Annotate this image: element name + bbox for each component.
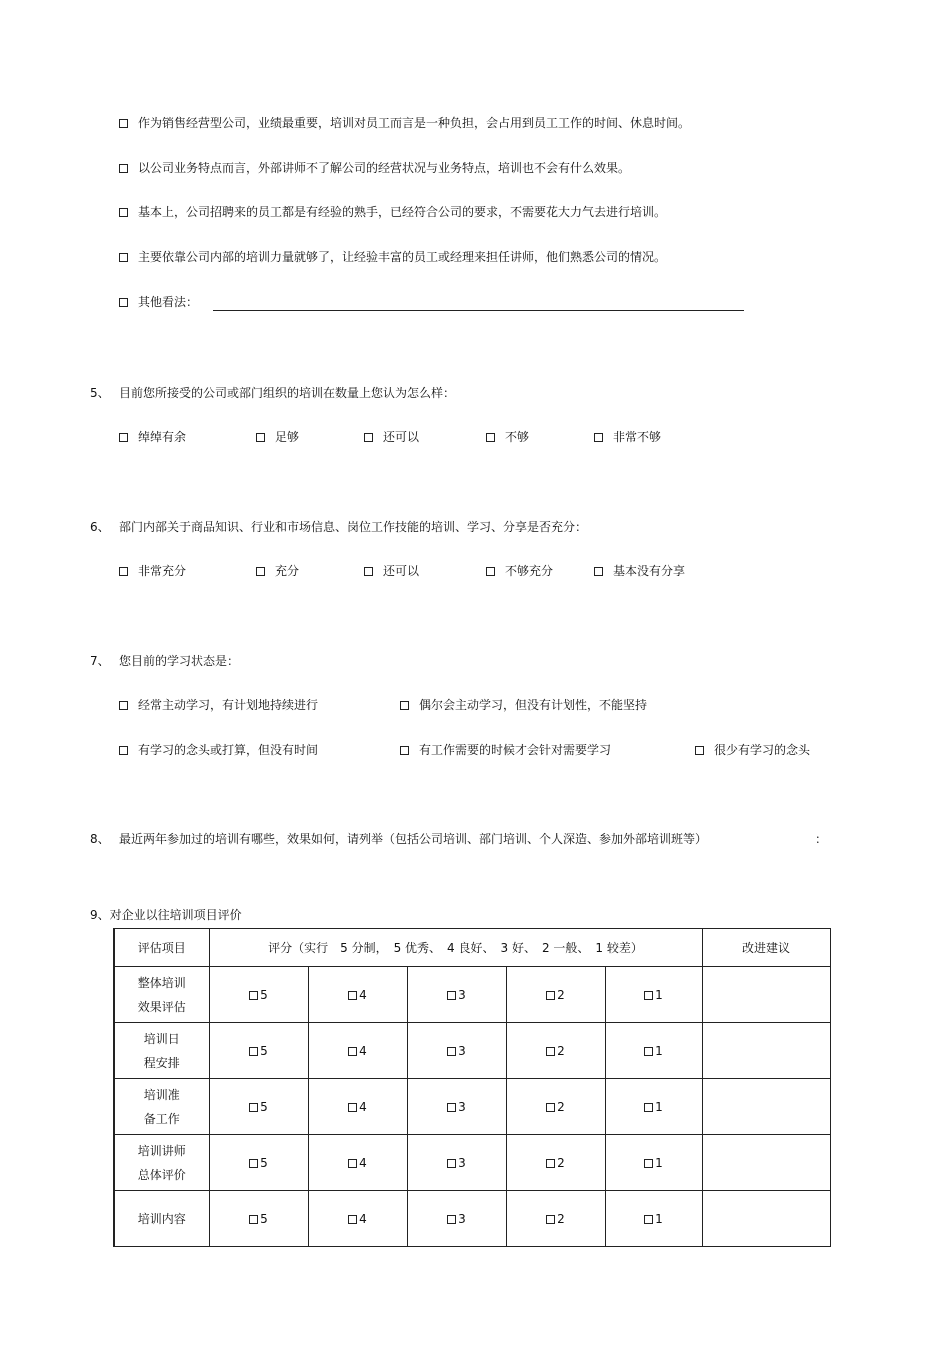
other-opinion-input-line[interactable] bbox=[213, 310, 744, 311]
score-option-1[interactable] bbox=[605, 967, 702, 1023]
score-option-5[interactable] bbox=[209, 967, 308, 1023]
score-option-2[interactable] bbox=[506, 1079, 605, 1135]
score-option-2[interactable] bbox=[506, 1191, 605, 1247]
row-item-label bbox=[114, 1191, 209, 1247]
header-score: 评分（实行 5 分制， 5 优秀、 4 良好、 3 好、 2 一般、 1 较差） bbox=[209, 929, 702, 967]
score-label: 5 bbox=[260, 1099, 268, 1114]
row-item-label-line1: 培训日 bbox=[143, 1031, 180, 1046]
score-label: 4 bbox=[359, 1211, 367, 1226]
checkbox-icon[interactable] bbox=[119, 208, 128, 217]
table-row bbox=[114, 1135, 830, 1191]
checkbox-icon[interactable] bbox=[546, 1159, 555, 1168]
score-label: 2 bbox=[557, 1211, 565, 1226]
score-label: 1 bbox=[655, 987, 663, 1002]
score-label: 2 bbox=[557, 987, 565, 1002]
score-label: 2 bbox=[557, 1155, 565, 1170]
checkbox-icon[interactable] bbox=[447, 1047, 456, 1056]
score-label: 4 bbox=[359, 1155, 367, 1170]
row-item-label bbox=[114, 1079, 209, 1135]
checkbox-icon[interactable] bbox=[486, 433, 495, 442]
checkbox-icon[interactable] bbox=[119, 701, 128, 710]
table-row bbox=[114, 967, 830, 1023]
checkbox-icon[interactable] bbox=[348, 1215, 357, 1224]
score-label: 3 bbox=[458, 1043, 466, 1058]
checkbox-icon[interactable] bbox=[594, 433, 603, 442]
score-label: 1 bbox=[655, 1211, 663, 1226]
checkbox-icon[interactable] bbox=[400, 701, 409, 710]
header-item: 评估项目 bbox=[114, 929, 209, 967]
suggestion-cell[interactable] bbox=[702, 967, 830, 1023]
row-item-label-line2: 程安排 bbox=[143, 1055, 180, 1070]
checkbox-icon[interactable] bbox=[249, 1047, 258, 1056]
score-label: 5 bbox=[260, 1043, 268, 1058]
row-item-label bbox=[114, 967, 209, 1023]
score-option-3[interactable] bbox=[407, 1135, 506, 1191]
row-item-label-line2: 备工作 bbox=[143, 1111, 180, 1126]
checkbox-icon[interactable] bbox=[119, 746, 128, 755]
suggestion-cell[interactable] bbox=[702, 1135, 830, 1191]
q6-question: 部门内部关于商品知识、行业和市场信息、岗位工作技能的培训、学习、分享是否充分： bbox=[119, 520, 588, 534]
q5-option-4[interactable]: 不够 bbox=[486, 428, 529, 445]
q5-option-3[interactable]: 还可以 bbox=[364, 428, 419, 445]
score-option-2[interactable] bbox=[506, 1135, 605, 1191]
score-option-5[interactable] bbox=[209, 1023, 308, 1079]
table-row bbox=[114, 1191, 830, 1247]
checkbox-icon[interactable] bbox=[400, 746, 409, 755]
q6-number: 6、 bbox=[90, 520, 110, 534]
score-label: 1 bbox=[655, 1099, 663, 1114]
row-item-label-line1: 培训内容 bbox=[137, 1211, 186, 1226]
score-label: 1 bbox=[655, 1155, 663, 1170]
row-item-label-line2: 总体评价 bbox=[137, 1167, 186, 1182]
checkbox-icon[interactable] bbox=[594, 567, 603, 576]
checkbox-icon[interactable] bbox=[348, 991, 357, 1000]
suggestion-cell[interactable] bbox=[702, 1191, 830, 1247]
q8-question: 最近两年参加过的培训有哪些，效果如何，请列举（包括公司培训、部门培训、个人深造、参加外部培训班等） bbox=[119, 832, 708, 846]
q4-option-4[interactable] bbox=[119, 248, 666, 265]
checkbox-icon[interactable] bbox=[447, 991, 456, 1000]
row-item-label bbox=[114, 1023, 209, 1079]
score-option-4[interactable] bbox=[308, 1135, 407, 1191]
header-suggestion: 改进建议 bbox=[702, 929, 830, 967]
checkbox-icon[interactable] bbox=[364, 433, 373, 442]
table-row bbox=[114, 1079, 830, 1135]
score-label: 4 bbox=[359, 1099, 367, 1114]
q6-option-1[interactable]: 非常充分 bbox=[119, 562, 186, 579]
checkbox-icon[interactable] bbox=[256, 567, 265, 576]
suggestion-cell[interactable] bbox=[702, 1023, 830, 1079]
q9-title: 9、对企业以往培训项目评价 bbox=[90, 908, 242, 922]
score-label: 5 bbox=[260, 1211, 268, 1226]
q7-option-2[interactable]: 偶尔会主动学习，但没有计划性，不能坚持 bbox=[400, 696, 647, 713]
score-option-3[interactable] bbox=[407, 967, 506, 1023]
checkbox-icon[interactable] bbox=[249, 1103, 258, 1112]
score-option-1[interactable] bbox=[605, 1135, 702, 1191]
checkbox-icon[interactable] bbox=[364, 567, 373, 576]
q4-option-label: 主要依靠公司内部的培训力量就够了，让经验丰富的员工或经理来担任讲师，他们熟悉公司的情况。 bbox=[138, 250, 667, 264]
row-item-label-line1: 整体培训 bbox=[137, 975, 186, 990]
q7-option-3[interactable]: 有学习的念头或打算，但没有时间 bbox=[119, 741, 318, 758]
score-label: 4 bbox=[359, 1043, 367, 1058]
checkbox-icon[interactable] bbox=[119, 119, 128, 128]
checkbox-icon[interactable] bbox=[695, 746, 704, 755]
checkbox-icon[interactable] bbox=[644, 991, 653, 1000]
score-label: 3 bbox=[458, 987, 466, 1002]
score-label: 1 bbox=[655, 1043, 663, 1058]
score-option-2[interactable] bbox=[506, 1023, 605, 1079]
score-option-3[interactable] bbox=[407, 1079, 506, 1135]
checkbox-icon[interactable] bbox=[348, 1047, 357, 1056]
score-label: 3 bbox=[458, 1155, 466, 1170]
checkbox-icon[interactable] bbox=[546, 1103, 555, 1112]
checkbox-icon[interactable] bbox=[546, 1215, 555, 1224]
q7-question: 您目前的学习状态是： bbox=[119, 654, 240, 668]
evaluation-table bbox=[113, 928, 831, 1247]
q6-option-3[interactable]: 还可以 bbox=[364, 562, 419, 579]
score-option-1[interactable] bbox=[605, 1079, 702, 1135]
checkbox-icon[interactable] bbox=[447, 1215, 456, 1224]
checkbox-icon[interactable] bbox=[119, 253, 128, 262]
checkbox-icon[interactable] bbox=[348, 1159, 357, 1168]
score-option-5[interactable] bbox=[209, 1191, 308, 1247]
checkbox-icon[interactable] bbox=[447, 1103, 456, 1112]
score-option-4[interactable] bbox=[308, 1023, 407, 1079]
checkbox-icon[interactable] bbox=[249, 991, 258, 1000]
checkbox-icon[interactable] bbox=[119, 164, 128, 173]
q6-option-4[interactable]: 不够充分 bbox=[486, 562, 553, 579]
checkbox-icon[interactable] bbox=[119, 567, 128, 576]
score-option-3[interactable] bbox=[407, 1023, 506, 1079]
table-row bbox=[114, 1023, 830, 1079]
q7-option-1[interactable]: 经常主动学习，有计划地持续进行 bbox=[119, 696, 318, 713]
q5-number: 5、 bbox=[90, 386, 110, 400]
row-item-label bbox=[114, 1135, 209, 1191]
row-item-label-line1: 培训讲师 bbox=[137, 1143, 186, 1158]
checkbox-icon[interactable] bbox=[546, 991, 555, 1000]
q5-option-5[interactable]: 非常不够 bbox=[594, 428, 661, 445]
q8-colon: ： bbox=[815, 832, 828, 846]
checkbox-icon[interactable] bbox=[486, 567, 495, 576]
checkbox-icon[interactable] bbox=[249, 1159, 258, 1168]
q6-option-2[interactable]: 充分 bbox=[256, 562, 299, 579]
score-option-4[interactable] bbox=[308, 967, 407, 1023]
score-option-4[interactable] bbox=[308, 1191, 407, 1247]
score-label: 5 bbox=[260, 1155, 268, 1170]
q7-option-5[interactable]: 很少有学习的念头 bbox=[695, 741, 810, 758]
q5-option-2[interactable]: 足够 bbox=[256, 428, 299, 445]
q4-option-other[interactable] bbox=[119, 293, 198, 310]
row-item-label-line1: 培训准 bbox=[143, 1087, 180, 1102]
score-label: 4 bbox=[359, 987, 367, 1002]
q4-option-label: 作为销售经营型公司，业绩最重要，培训对员工而言是一种负担，会占用到员工工作的时间、休息时间。 bbox=[138, 116, 691, 130]
checkbox-icon[interactable] bbox=[119, 298, 128, 307]
checkbox-icon[interactable] bbox=[644, 1159, 653, 1168]
checkbox-icon[interactable] bbox=[644, 1215, 653, 1224]
q8-number: 8、 bbox=[90, 832, 110, 846]
q7-option-4[interactable]: 有工作需要的时候才会针对需要学习 bbox=[400, 741, 611, 758]
score-option-1[interactable] bbox=[605, 1191, 702, 1247]
table-header-row bbox=[114, 929, 830, 967]
q4-option-label: 以公司业务特点而言，外部讲师不了解公司的经营状况与业务特点，培训也不会有什么效果。 bbox=[138, 161, 631, 175]
score-option-1[interactable] bbox=[605, 1023, 702, 1079]
score-option-5[interactable] bbox=[209, 1079, 308, 1135]
suggestion-cell[interactable] bbox=[702, 1079, 830, 1135]
q5-question: 目前您所接受的公司或部门组织的培训在数量上您认为怎么样： bbox=[119, 386, 456, 400]
score-label: 2 bbox=[557, 1099, 565, 1114]
checkbox-icon[interactable] bbox=[644, 1047, 653, 1056]
checkbox-icon[interactable] bbox=[256, 433, 265, 442]
score-label: 3 bbox=[458, 1099, 466, 1114]
q7-number: 7、 bbox=[90, 654, 110, 668]
score-label: 3 bbox=[458, 1211, 466, 1226]
score-option-4[interactable] bbox=[308, 1079, 407, 1135]
score-label: 5 bbox=[260, 987, 268, 1002]
checkbox-icon[interactable] bbox=[348, 1103, 357, 1112]
score-option-5[interactable] bbox=[209, 1135, 308, 1191]
checkbox-icon[interactable] bbox=[546, 1047, 555, 1056]
q4-option-label: 其他看法： bbox=[138, 295, 199, 309]
q6-option-5[interactable]: 基本没有分享 bbox=[594, 562, 685, 579]
q4-option-label: 基本上，公司招聘来的员工都是有经验的熟手，已经符合公司的要求，不需要花大力气去进行培训。 bbox=[138, 205, 667, 219]
checkbox-icon[interactable] bbox=[447, 1159, 456, 1168]
q4-option-1[interactable] bbox=[119, 114, 690, 131]
q4-option-3[interactable] bbox=[119, 203, 666, 220]
score-option-3[interactable] bbox=[407, 1191, 506, 1247]
score-label: 2 bbox=[557, 1043, 565, 1058]
q5-option-1[interactable]: 绰绰有余 bbox=[119, 428, 186, 445]
score-option-2[interactable] bbox=[506, 967, 605, 1023]
checkbox-icon[interactable] bbox=[119, 433, 128, 442]
q4-option-2[interactable] bbox=[119, 159, 630, 176]
checkbox-icon[interactable] bbox=[644, 1103, 653, 1112]
checkbox-icon[interactable] bbox=[249, 1215, 258, 1224]
row-item-label-line2: 效果评估 bbox=[137, 999, 186, 1014]
